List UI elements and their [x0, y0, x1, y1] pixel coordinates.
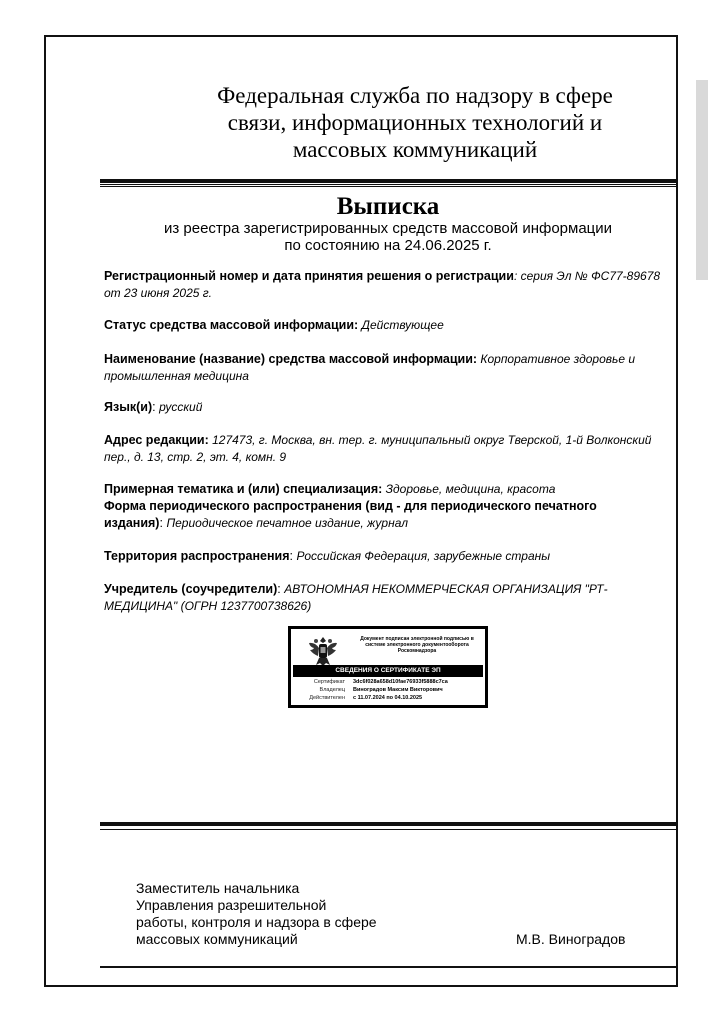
field-address [104, 432, 672, 466]
signatory-title-line-4: массовых коммуникаций [136, 931, 298, 947]
distribution-form-label: Форма периодического распространения (вид - для периодического печатного [104, 499, 597, 513]
agency-line-1: Федеральная служба по надзору в сфере [217, 83, 613, 108]
signatory-title [136, 880, 436, 948]
media-name-label: Наименование (название) средства массовой информации: [104, 352, 478, 366]
stamp-note-line-2: системе электронного документооборота [365, 642, 469, 648]
distribution-form-label-cont: издания) [104, 516, 160, 530]
signatory-title-line-3: работы, контроля и надзора в сфере [136, 914, 377, 930]
subtitle-line-2: по состоянию на 24.06.2025 г. [284, 237, 492, 254]
distribution-form-value: Периодическое печатное издание, журнал [166, 516, 409, 530]
founder-value-cont: МЕДИЦИНА" (ОГРН 1237700738626) [104, 599, 312, 613]
agency-name [150, 82, 680, 163]
certificate-label: Сертификат [313, 679, 345, 685]
agency-line-3: массовых коммуникаций [292, 137, 538, 162]
status-value: Действующее [358, 318, 444, 332]
owner-label: Владелец [319, 687, 345, 693]
address-value: 127473, г. Москва, вн. тер. г. муниципальный округ Тверской, 1-й Волконский [208, 433, 652, 447]
language-colon: : [152, 400, 160, 414]
founder-colon: : [277, 582, 285, 596]
topics-value: Здоровье, медицина, красота [382, 482, 556, 496]
footer-divider [100, 822, 678, 830]
stamp-header: СВЕДЕНИЯ О СЕРТИФИКАТЕ ЭП [293, 665, 483, 677]
bottom-rule [100, 966, 678, 968]
registration-number: : серия Эл № ФС77-89678 [513, 269, 661, 283]
electronic-signature-stamp [288, 626, 488, 708]
registration-date: от 23 июня 2025 г. [104, 286, 213, 300]
territory-colon: : [289, 549, 297, 563]
field-distribution-form [104, 498, 672, 532]
signatory-title-line-2: Управления разрешительной [136, 897, 327, 913]
document-subtitle [130, 220, 646, 254]
field-status [104, 317, 672, 334]
stamp-note-line-1: Документ подписан электронной подписью в [360, 636, 474, 642]
field-media-name [104, 351, 672, 385]
topics-label: Примерная тематика и (или) специализация: [104, 482, 383, 496]
owner-value: Виноградов Максим Викторович [353, 687, 443, 693]
agency-line-2: связи, информационных технологий и [227, 110, 603, 135]
media-name-value-cont: промышленная медицина [104, 369, 249, 383]
territory-label: Территория распространения [104, 549, 290, 563]
field-registration [104, 268, 672, 302]
registration-label: Регистрационный номер и дата принятия решения о регистрации [104, 269, 514, 283]
signatory-title-line-1: Заместитель начальника [136, 880, 300, 896]
signatory-name: М.В. Виноградов [516, 931, 626, 947]
stamp-note-line-3: Роскомнадзора [397, 648, 437, 654]
certificate-value: 3dc6f028a658d10fae76933f5888c7ca [353, 679, 448, 685]
validity-label: Действителен [309, 695, 345, 701]
header-divider [100, 179, 678, 187]
scan-edge-mark [696, 80, 708, 280]
address-value-cont: пер., д. 13, стр. 2, эт. 4, комн. 9 [104, 450, 287, 464]
field-language [104, 399, 672, 416]
founder-label: Учредитель (соучредители) [104, 582, 278, 596]
field-topics [104, 481, 672, 498]
founder-value: АВТОНОМНАЯ НЕКОММЕРЧЕСКАЯ ОРГАНИЗАЦИЯ "РТ- [284, 582, 608, 596]
language-value: русский [159, 400, 203, 414]
stamp-note [349, 636, 485, 654]
media-name-value: Корпоративное здоровье и [477, 352, 636, 366]
territory-value: Российская Федерация, зарубежные страны [296, 549, 551, 563]
subtitle-line-1: из реестра зарегистрированных средств массовой информации [163, 220, 613, 237]
document-title: Выписка [336, 193, 440, 220]
distribution-form-colon: : [159, 516, 167, 530]
validity-value: с 11.07.2024 по 04.10.2025 [353, 695, 423, 701]
address-label: Адрес редакции: [104, 433, 209, 447]
field-founder [104, 581, 672, 615]
language-label: Язык(и) [104, 400, 153, 414]
field-territory [104, 548, 672, 565]
status-label: Статус средства массовой информации: [104, 318, 359, 332]
